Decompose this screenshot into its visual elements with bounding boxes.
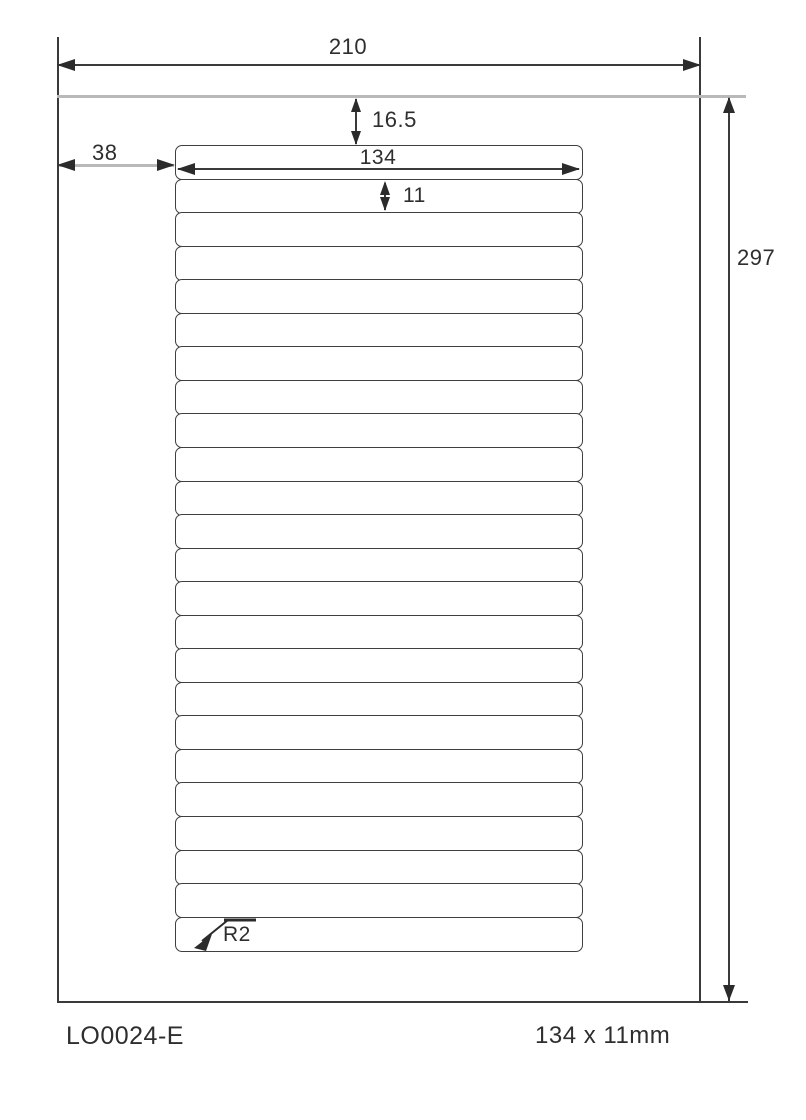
label-row	[175, 346, 583, 381]
dim-297-arrow-down-icon	[723, 985, 735, 1001]
label-row	[175, 514, 583, 549]
dim-38-value: 38	[92, 140, 118, 165]
label-row	[175, 749, 583, 784]
label-row	[175, 850, 583, 885]
label-row	[175, 246, 583, 281]
dim-38-arrow-left-icon	[57, 159, 75, 171]
label-row	[175, 682, 583, 717]
dim-11-arrow-up-icon	[380, 181, 390, 195]
label-row	[175, 313, 583, 348]
label-row	[175, 212, 583, 247]
dim-134-value: 134	[359, 146, 397, 169]
dim-38-arrow-right-icon	[157, 159, 175, 171]
dim-134-arrow-right-icon	[562, 163, 580, 175]
label-row	[175, 413, 583, 448]
dim-297-value: 297	[737, 245, 776, 270]
sheet-left-edge	[57, 37, 59, 1003]
dim-134-arrow-left-icon	[177, 163, 195, 175]
label-row	[175, 279, 583, 314]
label-row	[175, 447, 583, 482]
label-row	[175, 648, 583, 683]
dim-297-line	[728, 98, 730, 1001]
label-row	[175, 615, 583, 650]
label-row	[175, 179, 583, 214]
label-size-text: 134 x 11mm	[535, 1022, 671, 1049]
dim-210-value: 210	[328, 34, 368, 59]
dim-11-arrow-down-icon	[380, 197, 390, 211]
dim-11-value: 11	[403, 184, 426, 207]
label-row	[175, 715, 583, 750]
dim-210-arrow-right-icon	[683, 59, 701, 71]
label-row	[175, 581, 583, 616]
dim-210-line	[57, 64, 701, 66]
label-row	[175, 816, 583, 851]
dim-16-5-arrow-up-icon	[351, 98, 361, 112]
label-row	[175, 548, 583, 583]
dim-210-arrow-left-icon	[57, 59, 75, 71]
label-row	[175, 481, 583, 516]
sheet-right-edge	[699, 37, 701, 1003]
dim-16-5-value: 16.5	[372, 107, 417, 132]
label-row	[175, 782, 583, 817]
sheet-bottom-edge	[57, 1001, 748, 1003]
sheet-top-edge	[57, 95, 746, 98]
dim-297-arrow-up-icon	[723, 97, 735, 113]
product-code: LO0024-E	[66, 1022, 184, 1050]
dim-16-5-arrow-down-icon	[351, 131, 361, 145]
label-row	[175, 380, 583, 415]
labels-stack	[175, 145, 583, 955]
r2-label: R2	[223, 923, 251, 946]
